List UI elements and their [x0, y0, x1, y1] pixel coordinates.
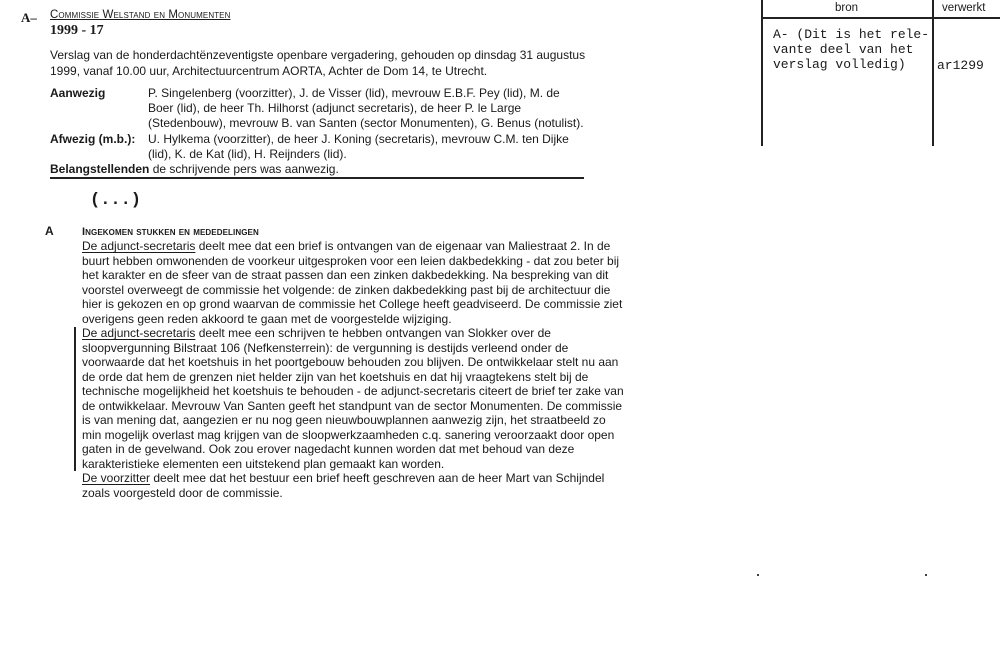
paragraph-line: karakteristieke elementen een uitstekend plan gemaakt kan worden. [82, 456, 445, 471]
paragraph-line: overigens geen reden akkoord te gaan met de voorgestelde wijziging. [82, 311, 452, 326]
col-processed-header: verwerkt [942, 2, 986, 14]
section-letter: A [45, 224, 54, 238]
table-border-mid [932, 0, 934, 146]
source-line: A- (Dit is het rele- [773, 27, 930, 42]
absent-line: (lid), K. de Kat (lid), H. Reijnders (lid). [148, 147, 347, 161]
present-line: Boer (lid), de heer Th. Hilhorst (adjunct secretaris), de heer P. le Large [148, 101, 522, 115]
section-heading: Ingekomen stukken en mededelingen [82, 226, 259, 238]
paragraph-line: buurt hebben omwonenden de voorkeur uitgesproken voor een leien dakbedekking - dat zou beter bij [82, 253, 620, 268]
omission-ellipsis: (...) [90, 191, 142, 210]
source-line: verslag volledig) [773, 57, 906, 72]
interested-text: de schrijvende pers was aanwezig. [152, 162, 339, 176]
paragraph-line: min mogelijk overlast mag krijgen van de sloopwerkzaamheden c.q. sanering veroorzaakt door open [82, 427, 615, 442]
present-line: P. Singelenberg (voorzitter), J. de Visser (lid), mevrouw E.B.F. Pey (lid), M. de [148, 86, 560, 100]
intro-line: Verslag van de honderdachtënzeventigste openbare vergadering, gehouden op dinsdag 31 augustus [50, 48, 586, 62]
line-text: deelt mee dat het bestuur een brief heeft geschreven aan de heer Mart van Schijndel [150, 471, 605, 485]
scan-speck [757, 574, 759, 576]
margin-bar [74, 327, 76, 471]
paragraph-line [82, 471, 604, 485]
paragraph-line: het karakter en de sfeer van de straat passen dan een zinken dakbedekking. Na bespreking van dit [82, 268, 609, 282]
report-number: 1999 - 17 [50, 23, 104, 38]
col-source-header: bron [835, 2, 859, 14]
speaker: De voorzitter [82, 471, 151, 485]
present-label: Aanwezig [50, 86, 106, 100]
intro-line: 1999, vanaf 10.00 uur, Architectuurcentrum AORTA, Achter de Dom 14, te Utrecht. [50, 64, 488, 78]
interested-label: Belangstellenden [50, 162, 150, 176]
line-text: deelt mee dat een brief is ontvangen van de eigenaar van Maliestraat 2. In de [195, 239, 611, 253]
paragraph-line: de orde dat hem de grenzen niet helder zijn van het koetshuis en dat hij vraagtekens stelt bij de [82, 369, 589, 384]
paragraph-line: zoals voorgesteld door de commissie. [82, 485, 283, 500]
document-title: Commissie Welstand en Monumenten [50, 9, 231, 21]
divider [50, 177, 584, 179]
paragraph-line [82, 326, 551, 340]
margin-marker: A– [21, 10, 37, 25]
paragraph-line: hier is gekozen en op grond waarvan de commissie het College heeft geadviseerd. De commissie ziet [82, 297, 623, 311]
source-note [773, 27, 929, 72]
paragraph-line: voorwaarde dat het koetshuis in het poortgebouw behouden zou blijven. De ontwikkelaar stelt nu aan [82, 355, 619, 369]
table-header-rule [761, 17, 1000, 19]
paragraph-line: is van mening dat, aangezien er nu nog geen nieuwbouwplannen aanwezig zijn, het straatbeeld zo [82, 413, 606, 427]
scan-speck [925, 574, 927, 576]
paragraph-line: gaten in de gevelwand. Ook zou erover nagedacht kunnen worden dat met behoud van deze [82, 442, 575, 456]
paragraph-line: voorstel overweegt de commissie het volgende: de zinken dakbedekking past bij de architectuur die [82, 282, 611, 297]
paragraph-line [82, 239, 610, 253]
processed-code: ar1299 [937, 58, 984, 73]
present-line: (Stedenbouw), mevrouw B. van Santen (sector Monumenten), G. Benus (notulist). [148, 116, 584, 130]
paragraph-line: technische mogelijkheid het koetshuis te behouden - de adjunct-secretaris citeert de brief ter zake van [82, 384, 624, 398]
paragraph-line: de ontwikkelaar. Mevrouw Van Santen geeft het standpunt van de sector Monumenten. De commissie [82, 398, 623, 413]
speaker: De adjunct-secretaris [82, 326, 196, 340]
absent-line: U. Hylkema (voorzitter), de heer J. Koning (secretaris), mevrouw C.M. ten Dijke [148, 132, 569, 146]
line-text: deelt mee een schrijven te hebben ontvangen van Slokker over de [195, 326, 551, 340]
absent-label: Afwezig (m.b.): [50, 132, 136, 146]
source-line: vante deel van het [773, 42, 914, 57]
table-border-left [761, 0, 763, 146]
speaker: De adjunct-secretaris [82, 239, 196, 253]
paragraph-line: sloopvergunning Bilstraat 106 (Nefkensterrein): de vergunning is destijds verleend onder de [82, 340, 569, 355]
interested-row [50, 162, 339, 176]
